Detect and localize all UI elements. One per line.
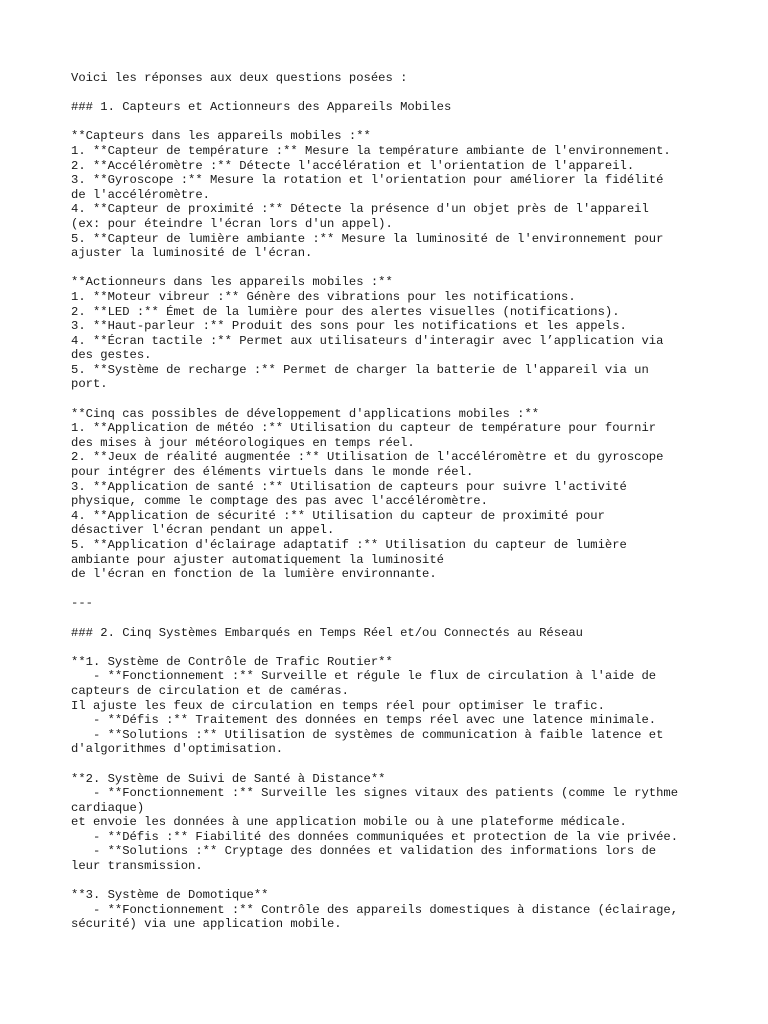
- text-line: - **Défis :** Traitement des données en temps réel avec une latence minimale.: [71, 713, 657, 728]
- text-line: de l'accéléromètre.: [71, 187, 210, 202]
- text-line: leur transmission.: [71, 859, 203, 874]
- blank-line: [71, 86, 731, 101]
- blank-line: [71, 582, 731, 597]
- text-line: 1. **Moteur vibreur :** Génère des vibrations pour les notifications.: [71, 289, 576, 304]
- text-line: 2. **Jeux de réalité augmentée :** Utilisation de l'accéléromètre et du gyroscope: [71, 450, 664, 465]
- text-line: port.: [71, 377, 108, 392]
- text-line: ### 2. Cinq Systèmes Embarqués en Temps Réel et/ou Connectés au Réseau: [71, 625, 583, 640]
- text-line: pour intégrer des éléments virtuels dans le monde réel.: [71, 465, 474, 480]
- blank-line: [71, 874, 731, 889]
- text-line: ambiante pour ajuster automatiquement la luminosité: [71, 552, 444, 567]
- text-line: **2. Système de Suivi de Santé à Distance**: [71, 771, 386, 786]
- text-line: 5. **Capteur de lumière ambiante :** Mesure la luminosité de l'environnement pour: [71, 231, 664, 246]
- text-line: ### 1. Capteurs et Actionneurs des Appareils Mobiles: [71, 100, 452, 115]
- blank-line: [71, 611, 731, 626]
- text-line: **1. Système de Contrôle de Trafic Routier**: [71, 654, 393, 669]
- text-line: désactiver l'écran pendant un appel.: [71, 523, 335, 538]
- text-line: **3. Système de Domotique**: [71, 888, 269, 903]
- text-line: 4. **Application de sécurité :** Utilisation du capteur de proximité pour: [71, 508, 605, 523]
- text-line: **Capteurs dans les appareils mobiles :**: [71, 129, 371, 144]
- blank-line: [71, 640, 731, 655]
- text-line: et envoie les données à une application mobile ou à une plateforme médicale.: [71, 815, 627, 830]
- text-line: **Actionneurs dans les appareils mobiles :**: [71, 275, 393, 290]
- text-line: 2. **LED :** Émet de la lumière pour des alertes visuelles (notifications).: [71, 304, 620, 319]
- text-line: - **Fonctionnement :** Contrôle des appareils domestiques à distance (éclairage,: [71, 902, 679, 917]
- text-line: 4. **Capteur de proximité :** Détecte la présence d'un objet près de l'appareil: [71, 202, 649, 217]
- text-line: - **Solutions :** Utilisation de systèmes de communication à faible latence et: [71, 727, 664, 742]
- text-line: 5. **Système de recharge :** Permet de charger la batterie de l'appareil via un: [71, 362, 649, 377]
- text-line: des gestes.: [71, 348, 152, 363]
- blank-line: [71, 115, 731, 130]
- text-line: 3. **Application de santé :** Utilisation de capteurs pour suivre l'activité: [71, 479, 627, 494]
- document-page: [71, 71, 731, 932]
- text-line: 1. **Application de météo :** Utilisation du capteur de température pour fournir: [71, 421, 657, 436]
- blank-line: [71, 757, 731, 772]
- text-line: ---: [71, 596, 93, 611]
- text-line: 3. **Gyroscope :** Mesure la rotation et l'orientation pour améliorer la fidélité: [71, 173, 664, 188]
- text-line: capteurs de circulation et de caméras.: [71, 683, 349, 698]
- text-line: - **Fonctionnement :** Surveille les signes vitaux des patients (comme le rythme: [71, 786, 679, 801]
- text-line: - **Défis :** Fiabilité des données communiquées et protection de la vie privée.: [71, 829, 679, 844]
- text-line: des mises à jour météorologiques en temps réel.: [71, 435, 415, 450]
- blank-line: [71, 261, 731, 276]
- text-line: sécurité) via une application mobile.: [71, 917, 342, 932]
- text-line: - **Solutions :** Cryptage des données et validation des informations lors de: [71, 844, 657, 859]
- text-line: physique, comme le comptage des pas avec l'accéléromètre.: [71, 494, 488, 509]
- text-line: Voici les réponses aux deux questions posées :: [71, 71, 408, 85]
- text-line: 4. **Écran tactile :** Permet aux utilisateurs d'interagir avec l’application via: [71, 333, 664, 348]
- blank-line: [71, 392, 731, 407]
- text-line: 3. **Haut-parleur :** Produit des sons pour les notifications et les appels.: [71, 319, 627, 334]
- text-line: d'algorithmes d'optimisation.: [71, 742, 284, 757]
- text-line: 1. **Capteur de température :** Mesure la température ambiante de l'environnement.: [71, 143, 671, 158]
- text-line: 2. **Accéléromètre :** Détecte l'accélération et l'orientation de l'appareil.: [71, 158, 635, 173]
- text-line: cardiaque): [71, 800, 145, 815]
- text-line: - **Fonctionnement :** Surveille et régule le flux de circulation à l'aide de: [71, 669, 657, 684]
- text-line: (ex: pour éteindre l'écran lors d'un appel).: [71, 216, 393, 231]
- text-line: Il ajuste les feux de circulation en temps réel pour optimiser le trafic.: [71, 698, 605, 713]
- text-line: 5. **Application d'éclairage adaptatif :** Utilisation du capteur de lumière: [71, 538, 627, 552]
- text-line: ajuster la luminosité de l'écran.: [71, 246, 313, 261]
- text-line: de l'écran en fonction de la lumière environnante.: [71, 567, 437, 582]
- text-line: **Cinq cas possibles de développement d'applications mobiles :**: [71, 406, 540, 421]
